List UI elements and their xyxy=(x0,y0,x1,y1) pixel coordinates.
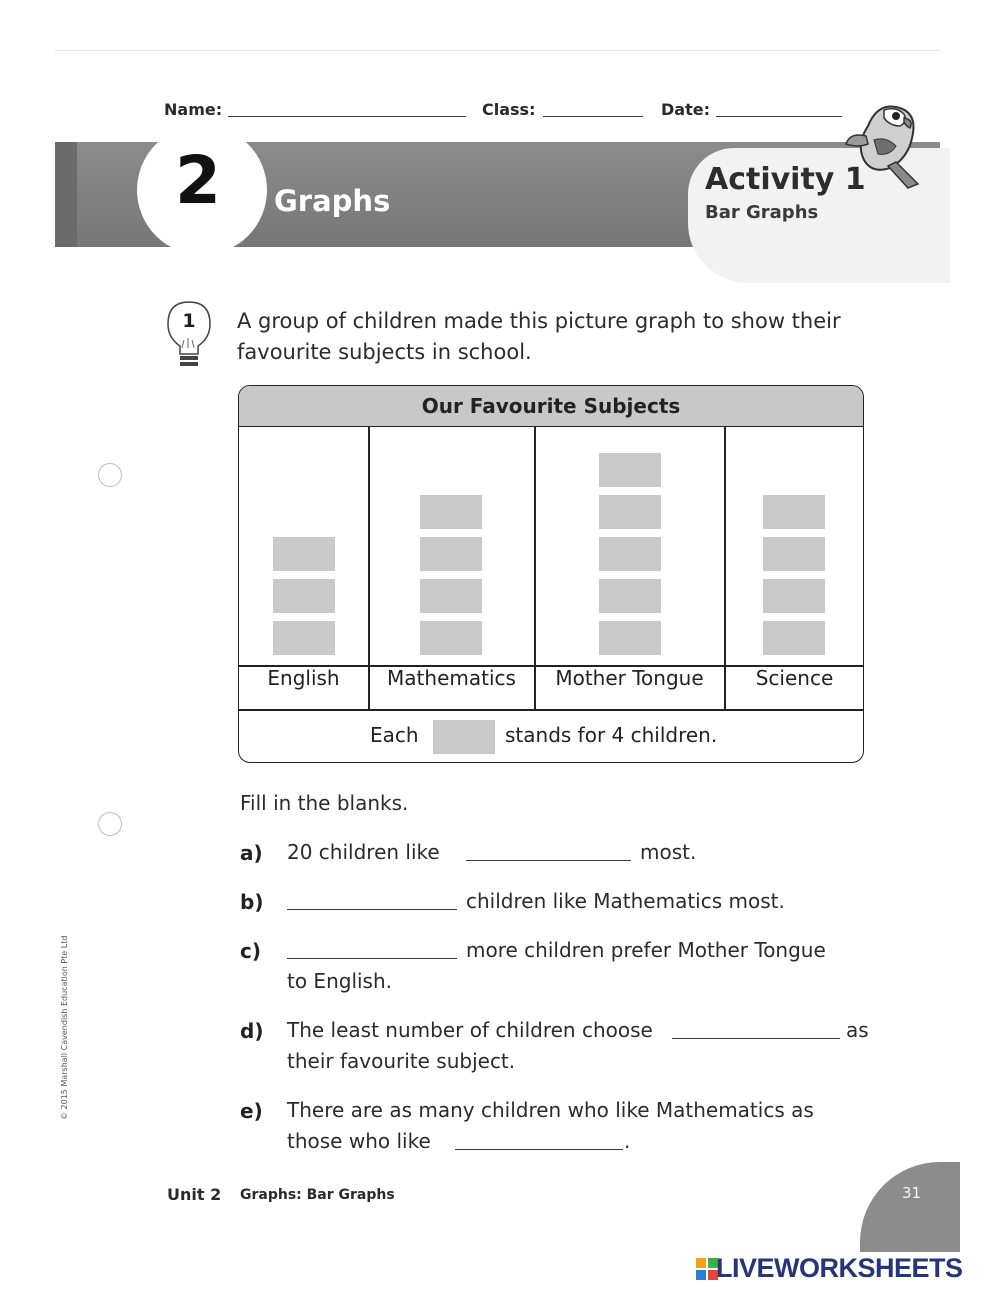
bar-block-mathematics xyxy=(420,537,482,571)
bar-block-english xyxy=(273,621,335,655)
item-letter-c: c) xyxy=(240,939,261,963)
key-picture-block xyxy=(433,720,495,754)
bar-block-science xyxy=(763,579,825,613)
item-d-blank[interactable] xyxy=(672,1038,840,1039)
copyright-text: © 2015 Marshall Cavendish Education Pte Ltd xyxy=(60,935,69,1120)
bar-block-english xyxy=(273,537,335,571)
key-text-before: Each xyxy=(370,723,419,747)
item-d-text: The least number of children choose xyxy=(287,1018,653,1042)
date-blank[interactable] xyxy=(716,116,842,117)
item-letter-b: b) xyxy=(240,890,264,914)
bar-block-mathematics xyxy=(420,579,482,613)
bar-block-mother-tongue xyxy=(599,579,661,613)
question-text: A group of children made this picture graph to show their favourite subjects in school. xyxy=(237,309,841,364)
item-e-blank[interactable] xyxy=(455,1149,623,1150)
brand-wordmark[interactable]: LIVEWORKSHEETS xyxy=(716,1253,963,1283)
name-label: Name: xyxy=(164,100,223,119)
category-label-english: English xyxy=(267,666,340,690)
bar-block-mother-tongue xyxy=(599,621,661,655)
page-number: 31 xyxy=(902,1184,922,1202)
footer-topic: Graphs: Bar Graphs xyxy=(240,1187,395,1203)
item-d-text-after: as xyxy=(846,1018,869,1042)
bar-block-english xyxy=(273,579,335,613)
class-blank[interactable] xyxy=(543,116,643,117)
key-text-after: stands for 4 children. xyxy=(505,723,718,747)
bar-block-mother-tongue xyxy=(599,495,661,529)
item-e-text: There are as many children who like Mathematics as xyxy=(287,1098,814,1122)
item-a-text: 20 children like xyxy=(287,840,440,864)
item-c-text-after: more children prefer Mother Tongue xyxy=(466,938,826,962)
graph-title: Our Favourite Subjects xyxy=(239,386,863,427)
class-label: Class: xyxy=(482,100,536,119)
instructions: Fill in the blanks. xyxy=(240,791,409,815)
item-letter-d: d) xyxy=(240,1019,264,1043)
question-number: 1 xyxy=(182,310,196,332)
category-label-mother-tongue: Mother Tongue xyxy=(555,666,704,690)
banner-binding-edge xyxy=(55,142,77,247)
item-letter-a: a) xyxy=(240,841,263,865)
date-label: Date: xyxy=(661,100,710,119)
item-b-text-after: children like Mathematics most. xyxy=(466,889,785,913)
item-b-blank[interactable] xyxy=(287,909,457,910)
bar-block-mathematics xyxy=(420,495,482,529)
liveworksheets-logo-icon xyxy=(696,1258,718,1280)
punch-hole xyxy=(98,463,122,487)
item-e-text-after: . xyxy=(624,1129,631,1153)
unit-title: Graphs xyxy=(274,184,391,218)
bar-block-science xyxy=(763,621,825,655)
category-label-science: Science xyxy=(755,666,834,690)
bar-block-science xyxy=(763,495,825,529)
item-a-blank[interactable] xyxy=(466,860,631,861)
bar-block-mother-tongue xyxy=(599,537,661,571)
bar-block-mother-tongue xyxy=(599,453,661,487)
activity-subtitle: Bar Graphs xyxy=(705,202,819,223)
picture-graph xyxy=(238,385,864,763)
bar-block-science xyxy=(763,537,825,571)
activity-title: Activity 1 xyxy=(705,162,866,197)
item-c-text-line2: to English. xyxy=(287,969,393,993)
page-number-tab xyxy=(860,1162,960,1252)
item-a-text-after: most. xyxy=(640,840,697,864)
category-label-mathematics: Mathematics xyxy=(387,666,516,690)
item-letter-e: e) xyxy=(240,1099,263,1123)
item-c-blank[interactable] xyxy=(287,958,457,959)
parrot-mascot-icon xyxy=(838,96,930,196)
item-d-text-line2: their favourite subject. xyxy=(287,1049,516,1073)
name-blank[interactable] xyxy=(228,116,466,117)
page-top-rule xyxy=(55,50,940,51)
graph-key-divider xyxy=(239,709,863,711)
unit-number: 2 xyxy=(175,142,221,219)
bar-block-mathematics xyxy=(420,621,482,655)
punch-hole xyxy=(98,812,122,836)
item-e-text-line2: those who like xyxy=(287,1129,431,1153)
footer-unit: Unit 2 xyxy=(167,1185,222,1204)
